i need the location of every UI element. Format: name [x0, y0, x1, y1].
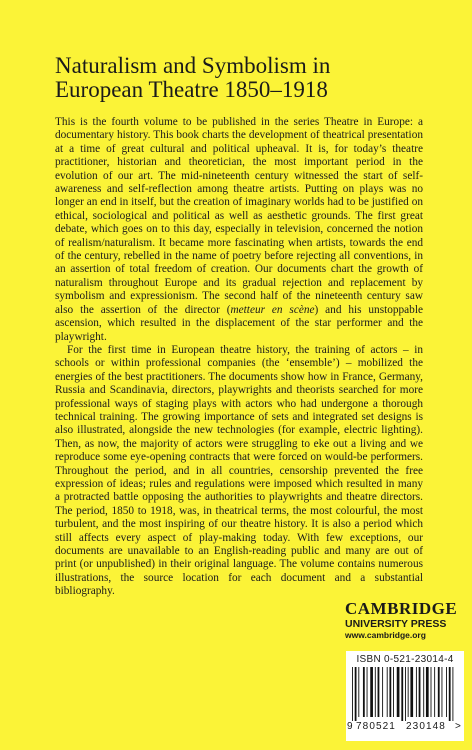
blurb-paragraph-1: [55, 116, 423, 344]
barcode-digits-left: 780521: [356, 721, 396, 732]
barcode-bar: [389, 667, 391, 717]
barcode-bar: [419, 667, 421, 717]
barcode-bar: [426, 667, 429, 717]
barcode-digits-right: 230148: [406, 721, 446, 732]
book-title: [55, 54, 455, 102]
blurb: [55, 116, 423, 599]
barcode-bar: [382, 667, 383, 717]
barcode-bar: [410, 667, 413, 717]
barcode-lead-digit: 9: [347, 721, 353, 732]
barcode-bar: [393, 667, 394, 717]
barcode-icon: [352, 667, 458, 721]
barcode-bar: [423, 667, 424, 717]
book-title-line-1: Naturalism and Symbolism in: [55, 53, 331, 78]
barcode-bar: [408, 667, 409, 717]
barcode-bar: [352, 667, 353, 721]
publisher-name: CAMBRIDGE: [345, 599, 458, 618]
barcode-bar: [431, 667, 432, 717]
barcode-bar: [416, 667, 417, 717]
barcode-bar: [401, 667, 403, 721]
barcode-bar: [355, 667, 357, 721]
barcode-bar: [375, 667, 376, 717]
barcode-bar: [370, 667, 373, 717]
barcode-bar: [438, 667, 440, 717]
blurb-emphasis-term: metteur en scène: [230, 303, 315, 316]
barcode-bar: [387, 667, 388, 717]
publisher-subtitle: UNIVERSITY PRESS: [345, 618, 447, 630]
barcode-bar: [397, 667, 400, 717]
barcode-bar: [434, 667, 435, 717]
publisher-logo: [345, 600, 465, 641]
blurb-paragraph-1-part-b: ) and his unstoppable ascension, which resulted in the displacement of the star performer and the playwright.: [55, 303, 423, 343]
barcode-bar: [446, 667, 447, 717]
barcode-bar: [442, 667, 443, 717]
barcode-panel: [346, 651, 464, 741]
barcode-bar: [378, 667, 380, 717]
barcode-bar: [367, 667, 368, 717]
book-title-line-2: European Theatre 1850–1918: [55, 77, 328, 102]
barcode-bar: [363, 667, 365, 717]
blurb-paragraph-2: For the first time in European theatre history, the training of actors – in schools or within professional companies (the ‘ensemble’) – mobilized the energies of the best practitioners. The documents show how in France, Germany, Russia and Scandinavia, directors, playwrights and theorists searched for more professional ways of staging plays with actors who had undergone a thorough technical training. The growing importance of sets and integrated set designs is also illustrated, alongside the new technologies (for example, electric lighting). Then, as now, the majority of actors were struggling to eke out a living and we reproduce some eye-opening contracts that were forced on would-be performers. Throughout the period, and in all countries, censorship prevented the free expression of ideas; rules and regulations were imposed which resulted in many a protracted battle opposing the authorities to playwrights and theatre directors. The period, 1850 to 1918, was, in theatrical terms, the most colourful, the most turbulent, and the most inspiring of our theatre history. It is also a period which still affects every aspect of play-making today. With few exceptions, our documents are unavailable to an English-reading public and many are out of print (or unpublished) in their original language. The volume contains numerous illustrations, the source location for each document and a substantial bibliography.: [55, 343, 423, 598]
barcode-bar: [358, 667, 359, 717]
barcode-bar: [452, 667, 453, 721]
barcode-bar: [449, 667, 451, 721]
publisher-website: www.cambridge.org: [345, 630, 426, 640]
isbn-label: ISBN 0-521-23014-4: [356, 654, 454, 665]
blurb-paragraph-1-part-a: This is the fourth volume to be published in the series Theatre in Europe: a documentary history. This book charts the development of theatrical presentation at a time of great cultural and political upheaval. It is, for today’s theatre practitioner, historian and theoretician, the most important period in the evolution of our art. The mid-nineteenth century witnessed the start of self-awareness and self-reflection among theatre artists. Putting on plays was no longer an end in itself, but the creation of imaginary worlds had to be justified on ethical, sociological and political as well as aesthetic grounds. The first great debate, which goes on to this day, especially in television, concerned the notion of realism/naturalism. It became more fascinating when artists, towards the end of the century, rebelled in the name of poetry before rejecting all conventions, in an assertion of total freedom of creation. Our documents chart the growth of naturalism throughout Europe and its gradual rejection and replacement by symbolism and expressionism. The second half of the nineteenth century saw also the assertion of the director (: [55, 116, 423, 316]
barcode-bar: [405, 667, 406, 721]
barcode-tail-mark: >: [455, 721, 461, 732]
